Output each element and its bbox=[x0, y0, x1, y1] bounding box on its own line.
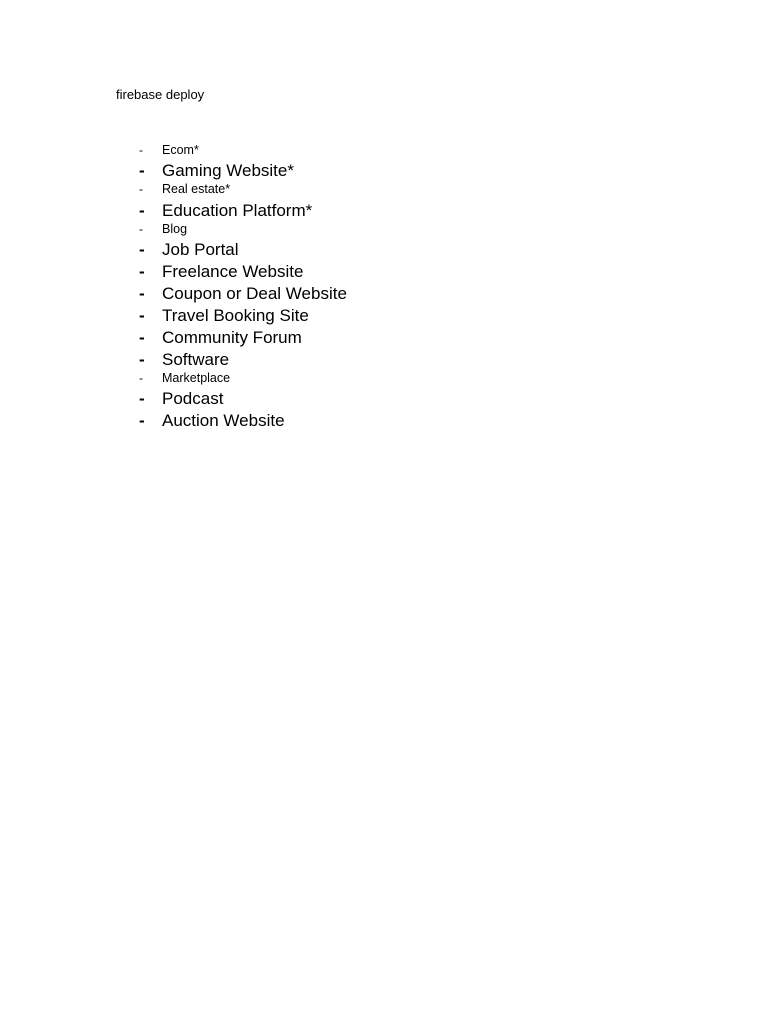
list-item-label: Real estate* bbox=[162, 182, 231, 196]
list-item-label: Marketplace bbox=[162, 371, 231, 385]
list-item-label: Community Forum bbox=[162, 328, 302, 347]
bullet-dash: - bbox=[139, 201, 145, 220]
bullet-dash: - bbox=[139, 240, 145, 259]
bullet-dash: - bbox=[139, 143, 143, 157]
list-item-label: Freelance Website bbox=[162, 262, 304, 281]
bullet-dash: - bbox=[139, 284, 145, 303]
bullet-dash: - bbox=[139, 350, 145, 369]
list-item-label: Gaming Website* bbox=[162, 161, 294, 180]
bullet-dash: - bbox=[139, 411, 145, 430]
bullet-dash: - bbox=[139, 262, 145, 281]
list-item-label: Travel Booking Site bbox=[162, 306, 309, 325]
list-item-label: Coupon or Deal Website bbox=[162, 284, 347, 303]
list-item-label: Ecom* bbox=[162, 143, 199, 157]
list-item-label: Auction Website bbox=[162, 411, 285, 430]
list-item-label: Job Portal bbox=[162, 240, 239, 259]
bullet-dash: - bbox=[139, 182, 143, 196]
bullet-dash: - bbox=[139, 371, 143, 385]
bullet-dash: - bbox=[139, 306, 145, 325]
document-heading: firebase deploy bbox=[116, 87, 205, 102]
list-item-label: Blog bbox=[162, 222, 188, 236]
bullet-dash: - bbox=[139, 222, 143, 236]
bullet-dash: - bbox=[139, 389, 145, 408]
list-item-label: Software bbox=[162, 350, 230, 369]
list-item-label: Education Platform* bbox=[162, 201, 313, 220]
bullet-dash: - bbox=[139, 328, 145, 347]
list-item-label: Podcast bbox=[162, 389, 224, 408]
bullet-dash: - bbox=[139, 161, 145, 180]
